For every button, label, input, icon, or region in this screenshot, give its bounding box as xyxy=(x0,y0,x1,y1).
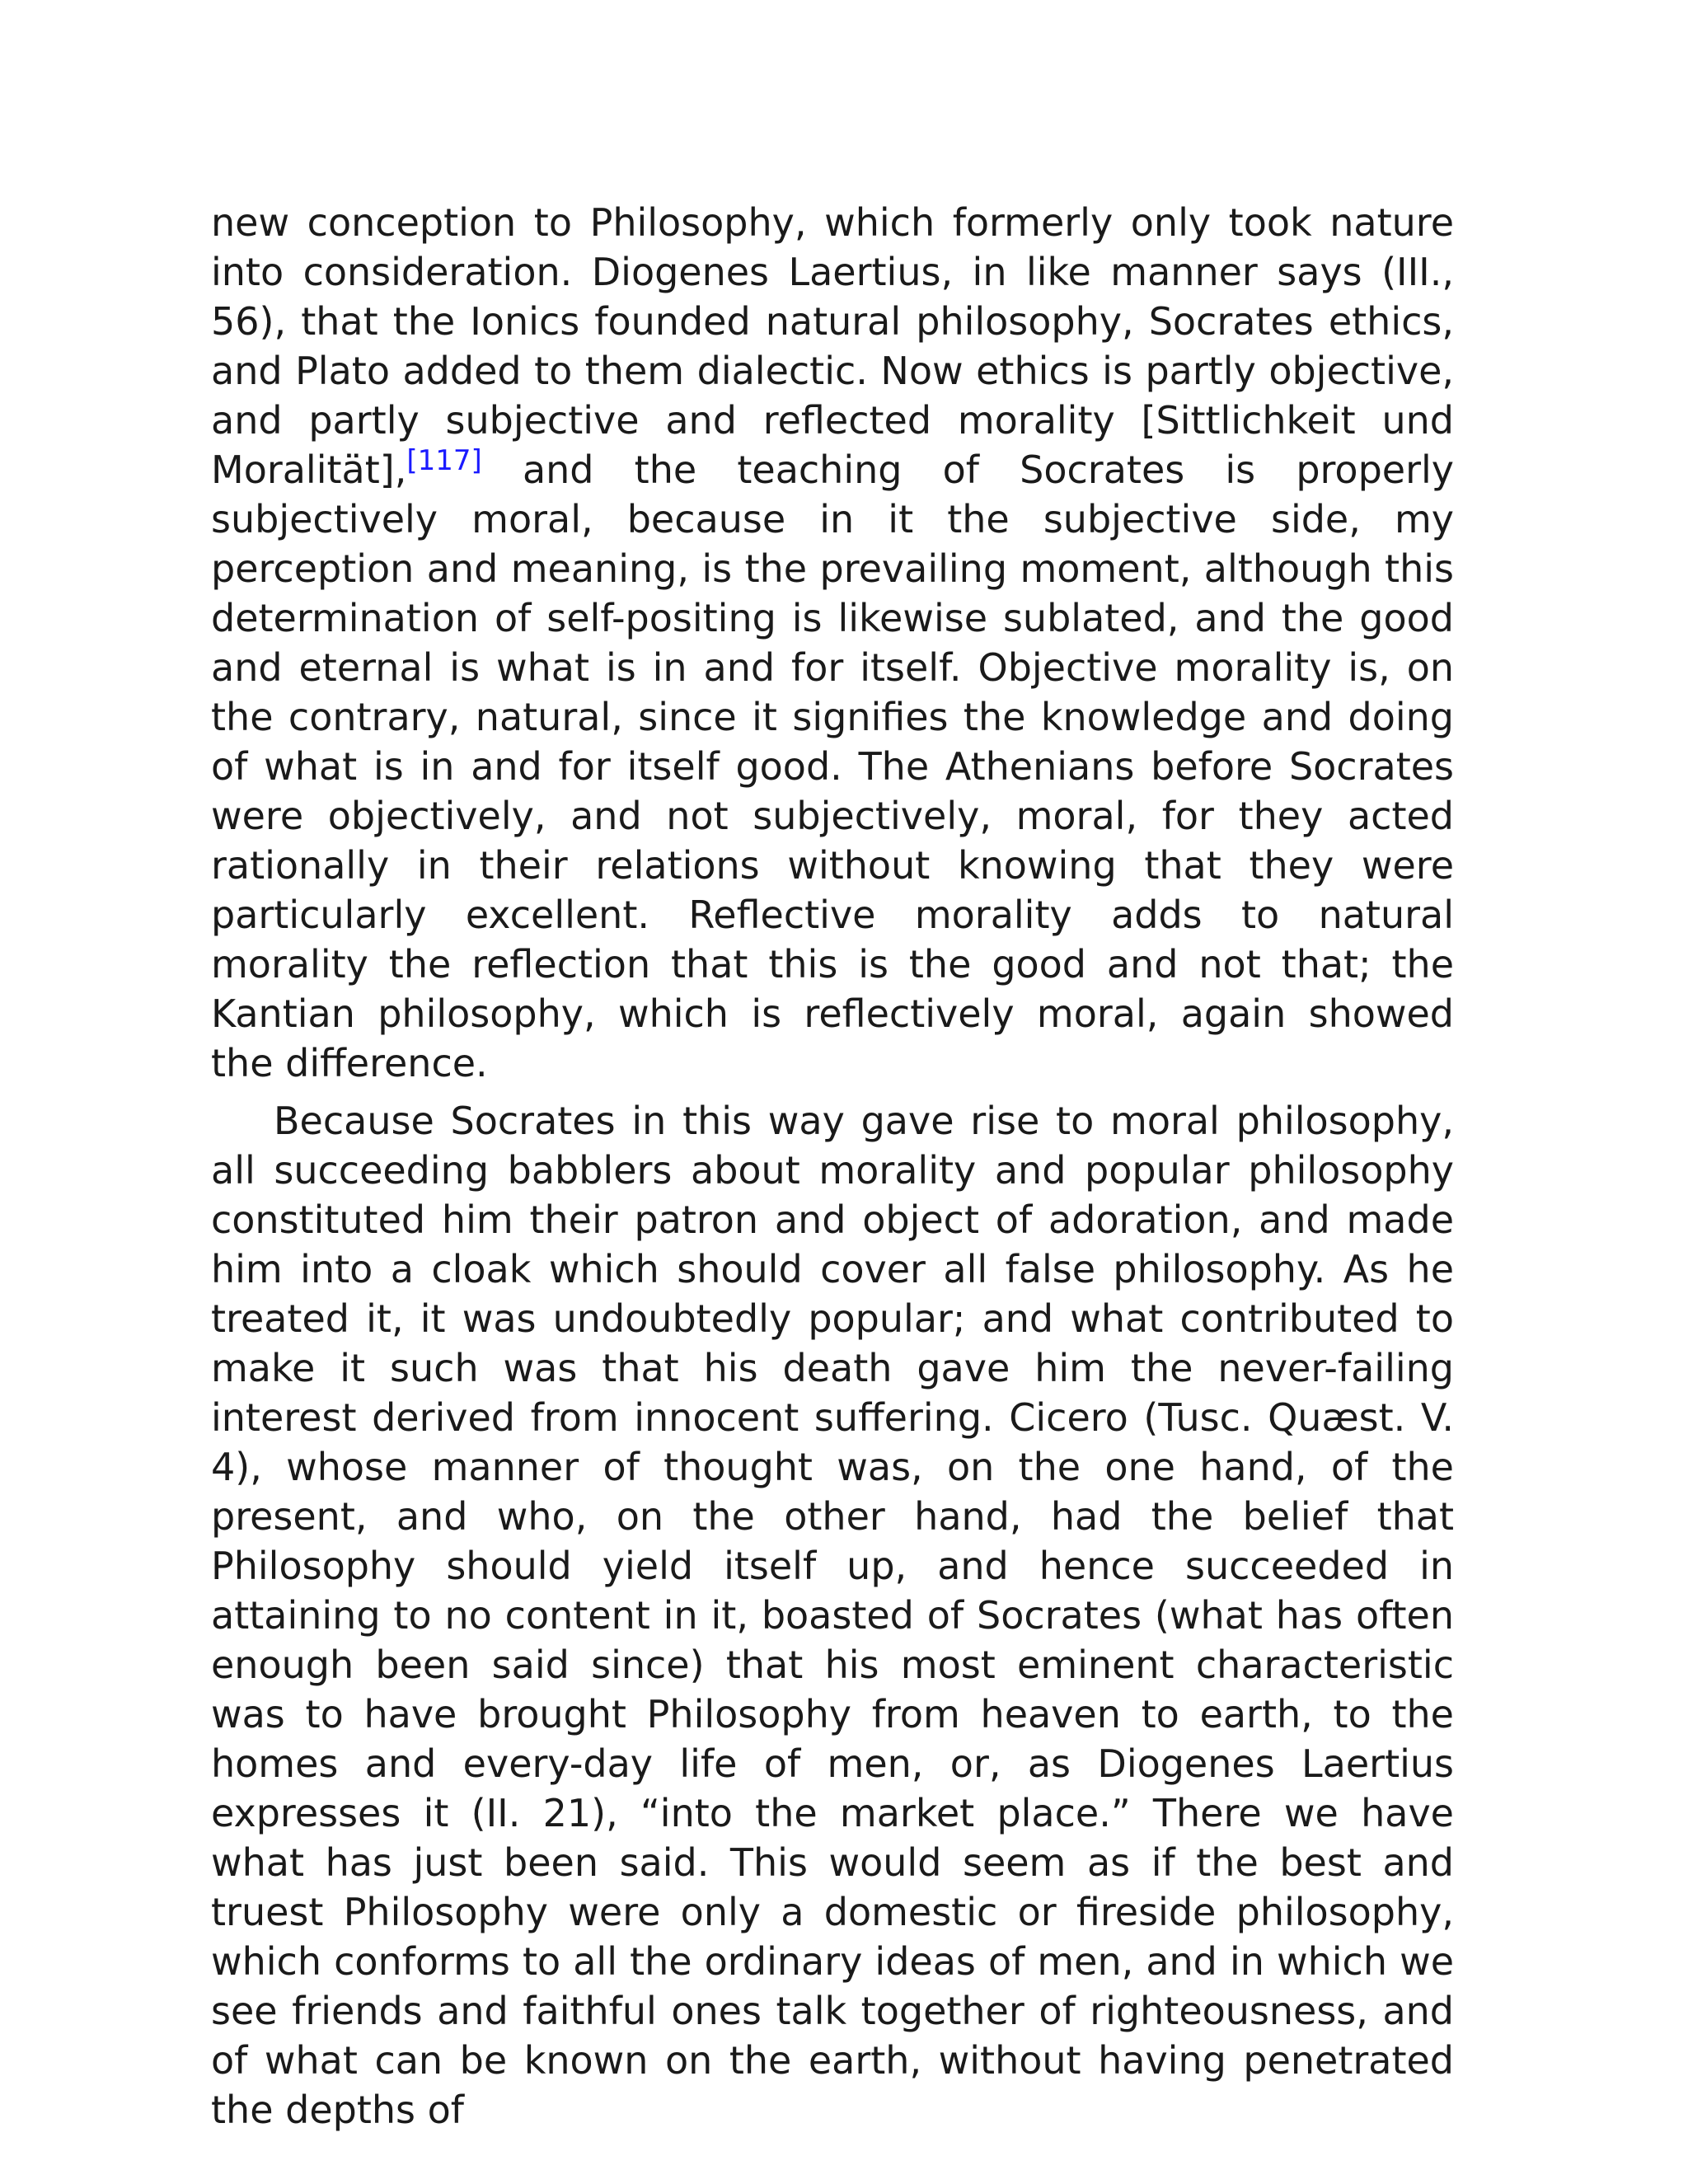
paragraph-1-text-start: new conception to Philosophy, which formerly only took nature into consideration. Diogenes Laertius, in like manner says (III., 56), that the Ionics founded natural philosophy, Socrates ethics, and Plato added to them dialectic. Now ethics is partly objective, and partly subjective and reflected morality [Sittlichkeit und Moralität], xyxy=(211,200,1454,492)
page-body xyxy=(211,198,1454,2135)
paragraph-1-text-end: and the teaching of Socrates is properly subjectively moral, because in it the subjective side, my perception and meaning, is the prevailing moment, although this determination of self-positing is likewise sublated, and the good and eternal is what is in and for itself. Objective morality is, on the contrary, natural, since it signifies the knowledge and doing of what is in and for itself good. The Athenians before Socrates were objectively, and not subjectively, moral, for they acted rationally in their relations without knowing that they were particularly excellent. Reflective morality adds to natural morality the reflection that this is the good and not that; the Kantian philosophy, which is reflectively moral, again showed the difference. xyxy=(211,448,1454,1085)
footnote-link-117[interactable]: [117] xyxy=(406,444,482,477)
paragraph-2: Because Socrates in this way gave rise to moral philosophy, all succeeding babblers about morality and popular philosophy constituted him their patron and object of adoration, and made him into a cloak which should cover all false philosophy. As he treated it, it was undoubtedly popular; and what contributed to make it such was that his death gave him the never-failing interest derived from innocent suffering. Cicero (Tusc. Quæst. V. 4), whose manner of thought was, on the one hand, of the present, and who, on the other hand, had the belief that Philosophy should yield itself up, and hence succeeded in attaining to no content in it, boasted of Socrates (what has often enough been said since) that his most eminent characteristic was to have brought Philosophy from heaven to earth, to the homes and every-day life of men, or, as Diogenes Laertius expresses it (II. 21), “into the market place.” There we have what has just been said. This would seem as if the best and truest Philosophy were only a domestic or fireside philosophy, which conforms to all the ordinary ideas of men, and in which we see friends and faithful ones talk together of righteousness, and of what can be known on the earth, without having penetrated the depths of xyxy=(211,1099,1454,2132)
paragraph-1 xyxy=(211,198,1454,1088)
